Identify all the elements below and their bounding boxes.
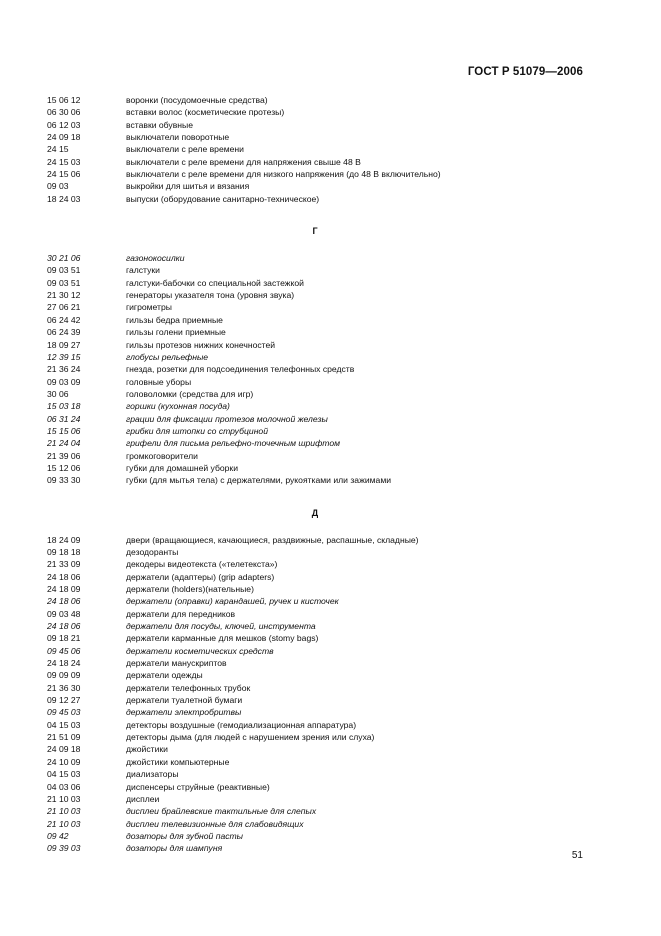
index-row	[47, 669, 607, 681]
index-row	[47, 462, 607, 474]
index-term: джойстики	[126, 744, 168, 755]
index-term: выпуски (оборудование санитарно-техническое)	[126, 193, 320, 204]
classification-code: 09 03 51	[47, 265, 81, 276]
index-term: джойстики компьютерные	[126, 756, 230, 767]
index-row	[47, 252, 607, 264]
index-row	[47, 143, 607, 155]
index-row	[47, 632, 607, 644]
index-term: диспенсеры струйные (реактивные)	[126, 781, 270, 792]
classification-code: 09 12 27	[47, 695, 81, 706]
classification-code: 06 24 39	[47, 327, 81, 338]
classification-code: 06 24 42	[47, 314, 81, 325]
index-row	[47, 558, 607, 570]
index-term: держатели туалетной бумаги	[126, 695, 243, 706]
index-term: головные уборы	[126, 376, 192, 387]
classification-code: 18 24 09	[47, 534, 81, 545]
classification-code: 09 03 09	[47, 376, 81, 387]
index-term: головоломки (средства для игр)	[126, 388, 254, 399]
index-row	[47, 546, 607, 558]
classification-code: 27 06 21	[47, 302, 81, 313]
index-row	[47, 264, 607, 276]
classification-code: 30 21 06	[47, 253, 81, 264]
index-term: дисплеи брайлевские тактильные для слепых	[126, 806, 317, 817]
index-row	[47, 830, 607, 842]
index-term: гильзы протезов нижних конечностей	[126, 339, 276, 350]
index-row	[47, 657, 607, 669]
classification-code: 06 30 06	[47, 107, 81, 118]
classification-code: 09 18 21	[47, 633, 81, 644]
classification-code: 18 09 27	[47, 339, 81, 350]
index-row	[47, 314, 607, 326]
index-row	[47, 818, 607, 830]
index-term: вставки волос (косметические протезы)	[126, 107, 285, 118]
index-row	[47, 277, 607, 289]
classification-code: 30 06	[47, 388, 69, 399]
classification-code: 21 36 30	[47, 682, 81, 693]
classification-code: 18 24 03	[47, 193, 81, 204]
index-row	[47, 842, 607, 854]
index-row	[47, 731, 607, 743]
classification-code: 04 03 06	[47, 781, 81, 792]
index-row	[47, 180, 607, 192]
index-row	[47, 413, 607, 425]
classification-code: 09 18 18	[47, 546, 81, 557]
index-row	[47, 94, 607, 106]
index-term: держатели карманные для мешков (stomy bags)	[126, 633, 319, 644]
classification-code: 04 15 03	[47, 719, 81, 730]
index-row	[47, 682, 607, 694]
index-term: гильзы голени приемные	[126, 327, 226, 338]
classification-code: 09 42	[47, 830, 69, 841]
classification-code: 09 45 06	[47, 645, 81, 656]
classification-code: 21 51 09	[47, 732, 81, 743]
index-term: губки для домашней уборки	[126, 462, 238, 473]
index-row	[47, 437, 607, 449]
classification-code: 21 10 03	[47, 793, 81, 804]
index-term: газонокосилки	[126, 253, 185, 264]
index-term: галстуки	[126, 265, 160, 276]
classification-code: 21 10 03	[47, 818, 81, 829]
index-term: грибки для штопки со струбциной	[126, 425, 268, 436]
classification-code: 21 33 09	[47, 559, 81, 570]
classification-code: 09 39 03	[47, 843, 81, 854]
classification-code: 09 03 51	[47, 277, 81, 288]
index-term: гильзы бедра приемные	[126, 314, 223, 325]
classification-code: 24 18 24	[47, 658, 81, 669]
index-term: горшки (кухонная посуда)	[126, 401, 230, 412]
index-term: грифели для письма рельефно-точечным шрифтом	[126, 438, 340, 449]
classification-code: 21 36 24	[47, 364, 81, 375]
index-term: держатели одежды	[126, 670, 203, 681]
index-term: выкройки для шитья и вязания	[126, 181, 250, 192]
index-row	[47, 193, 607, 205]
index-row	[47, 645, 607, 657]
classification-code: 24 15 06	[47, 169, 81, 180]
index-row	[47, 168, 607, 180]
index-term: держатели (оправки) карандашей, ручек и кисточек	[126, 596, 339, 607]
classification-code: 15 06 12	[47, 95, 81, 105]
index-row	[47, 425, 607, 437]
index-section	[47, 507, 607, 855]
index-row	[47, 534, 607, 546]
index-term: выключатели с реле времени	[126, 144, 244, 155]
index-row	[47, 719, 607, 731]
classification-code: 21 24 04	[47, 438, 81, 449]
index-row	[47, 694, 607, 706]
index-term: держатели (holders)(нательные)	[126, 584, 254, 594]
index-term: держатели (адаптеры) (grip adapters)	[126, 571, 275, 582]
index-section	[47, 94, 607, 205]
index-row	[47, 706, 607, 718]
index-term: дисплеи телевизионные для слабовидящих	[126, 818, 304, 829]
index-row	[47, 608, 607, 620]
index-row	[47, 781, 607, 793]
index-term: гнезда, розетки для подсоединения телефонных средств	[126, 364, 355, 375]
classification-code: 06 12 03	[47, 119, 81, 130]
classification-code: 24 09 18	[47, 132, 81, 143]
classification-code: 21 10 03	[47, 806, 81, 817]
classification-code: 24 18 09	[47, 584, 81, 594]
index-term: губки (для мытья тела) с держателями, рукоятками или зажимами	[126, 475, 392, 486]
index-term: гигрометры	[126, 302, 172, 313]
index-term: глобусы рельефные	[126, 351, 209, 362]
index-term: детекторы воздушные (гемодиализационная аппаратура)	[126, 719, 357, 730]
index-term: дисплеи	[126, 793, 160, 804]
classification-code: 09 09 09	[47, 670, 81, 681]
classification-code: 09 03 48	[47, 608, 81, 619]
index-row	[47, 301, 607, 313]
index-term: держатели электробритвы	[126, 707, 242, 718]
index-row	[47, 376, 607, 388]
index-row	[47, 106, 607, 118]
index-row	[47, 400, 607, 412]
classification-code: 06 31 24	[47, 413, 81, 424]
classification-code: 24 15 03	[47, 156, 81, 167]
index-row	[47, 768, 607, 780]
section-letter: Г	[312, 226, 318, 237]
index-row	[47, 571, 607, 583]
classification-code: 24 18 06	[47, 596, 81, 607]
index-row	[47, 119, 607, 131]
document-header: ГОСТ Р 51079—2006	[467, 66, 583, 78]
classification-code: 24 09 18	[47, 744, 81, 755]
index-row	[47, 388, 607, 400]
page-number: 51	[571, 850, 583, 861]
index-content	[47, 94, 607, 855]
index-row	[47, 450, 607, 462]
index-term: держатели телефонных трубок	[126, 682, 251, 693]
index-term: вставки обувные	[126, 119, 193, 130]
index-term: держатели косметических средств	[126, 645, 274, 656]
index-term: дозаторы для зубной пасты	[126, 830, 244, 841]
classification-code: 24 15	[47, 144, 69, 155]
index-row	[47, 339, 607, 351]
index-term: держатели для передников	[126, 608, 236, 619]
classification-code: 09 03	[47, 181, 69, 192]
index-row	[47, 289, 607, 301]
classification-code: 15 12 06	[47, 462, 81, 473]
classification-code: 24 10 09	[47, 756, 81, 767]
classification-code: 09 33 30	[47, 475, 81, 486]
classification-code: 24 18 06	[47, 571, 81, 582]
index-row	[47, 363, 607, 375]
classification-code: 09 45 03	[47, 707, 81, 718]
classification-code: 15 15 06	[47, 425, 81, 436]
index-term: генераторы указателя тона (уровня звука)	[126, 290, 295, 301]
index-row	[47, 793, 607, 805]
classification-code: 15 03 18	[47, 401, 81, 412]
classification-code: 21 30 12	[47, 290, 81, 301]
index-term: громкоговорители	[126, 450, 198, 461]
classification-code: 21 39 06	[47, 450, 81, 461]
index-row	[47, 474, 607, 486]
index-row	[47, 805, 607, 817]
index-row	[47, 156, 607, 168]
section-letter: Д	[311, 507, 319, 518]
classification-code: 24 18 06	[47, 621, 81, 632]
index-term: держатели манускриптов	[126, 658, 227, 669]
index-section	[47, 225, 607, 487]
index-term: галстуки-бабочки со специальной застежкой	[126, 277, 304, 288]
index-term: грации для фиксации протезов молочной железы	[126, 413, 328, 424]
index-term: дозаторы для шампуня	[126, 843, 223, 854]
classification-code: 12 39 15	[47, 351, 81, 362]
index-row	[47, 583, 607, 595]
index-row	[47, 131, 607, 143]
index-term: дезодоранты	[126, 546, 179, 557]
index-row	[47, 743, 607, 755]
index-term: держатели для посуды, ключей, инструмента	[126, 621, 316, 632]
index-term: выключатели поворотные	[126, 132, 230, 143]
index-term: выключатели с реле времени для низкого напряжения (до 48 В включительно)	[126, 169, 441, 180]
index-term: детекторы дыма (для людей с нарушением зрения или слуха)	[126, 732, 375, 743]
index-row	[47, 756, 607, 768]
classification-code: 04 15 03	[47, 769, 81, 780]
index-term: двери (вращающиеся, качающиеся, раздвижные, распашные, складные)	[126, 534, 419, 545]
index-term: выключатели с реле времени для напряжения свыше 48 В	[126, 156, 361, 167]
index-term: воронки (посудомоечные средства)	[126, 95, 268, 105]
index-row	[47, 595, 607, 607]
index-term: декодеры видеотекста («телетекста»)	[126, 559, 278, 570]
index-term: диализаторы	[126, 769, 179, 780]
index-row	[47, 326, 607, 338]
index-row	[47, 351, 607, 363]
index-row	[47, 620, 607, 632]
